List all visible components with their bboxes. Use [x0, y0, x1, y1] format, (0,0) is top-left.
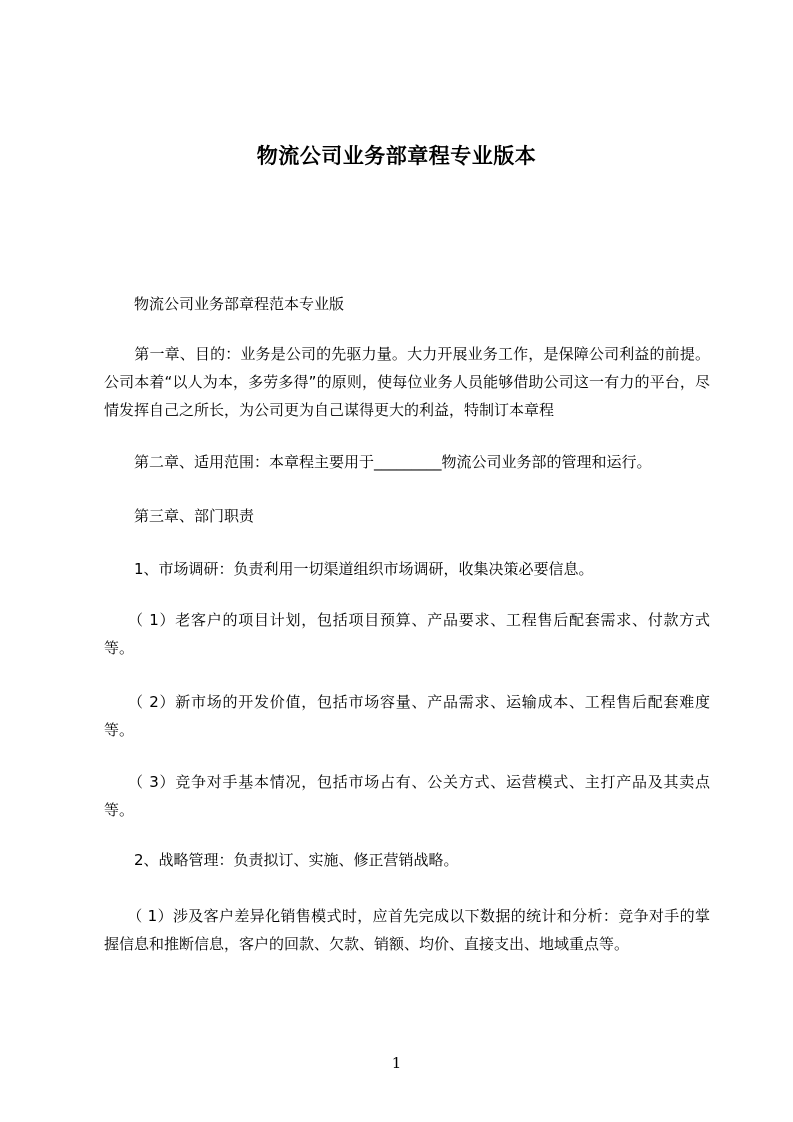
paragraph-subtitle: 物流公司业务部章程范本专业版 [104, 295, 345, 313]
paragraph-chapter-1: 第一章、目的：业务是公司的先驱力量。大力开展业务工作，是保障公司利益的前提。公司本着“以人为本，多劳多得”的原则，使每位业务人员能够借助公司这一有力的平台，尽情发挥自己之所长，为公司更为自己谋得更大的利益，特制订本章程 [104, 345, 710, 419]
paragraph-item-1: 1、市场调研：负责利用一切渠道组织市场调研，收集决策必要信息。 [104, 560, 594, 578]
paragraph-item-1-2: （ 2）新市场的开发价值，包括市场容量、产品需求、运输成本、工程售后配套难度等。 [104, 693, 710, 739]
paragraph-chapter-2: 第二章、适用范围：本章程主要用于_________物流公司业务部的管理和运行。 [104, 453, 652, 471]
paragraph-item-1-1: （ 1）老客户的项目计划，包括项目预算、产品要求、工程售后配套需求、付款方式等。 [104, 611, 710, 657]
paragraph-item-1-3: （ 3）竞争对手基本情况，包括市场占有、公关方式、运营模式、主打产品及其卖点等。 [104, 773, 710, 819]
paragraph-item-2-1: （ 1）涉及客户差异化销售模式时，应首先完成以下数据的统计和分析：竞争对手的掌握信息和推断信息，客户的回款、欠款、销额、均价、直接支出、地域重点等。 [104, 907, 710, 953]
paragraph-chapter-3: 第三章、部门职责 [104, 507, 255, 525]
paragraph-item-2: 2、战略管理：负责拟订、实施、修正营销战略。 [104, 851, 459, 869]
page-number: 1 [391, 1054, 402, 1072]
page-title: 物流公司业务部章程专业版本 [256, 144, 537, 168]
